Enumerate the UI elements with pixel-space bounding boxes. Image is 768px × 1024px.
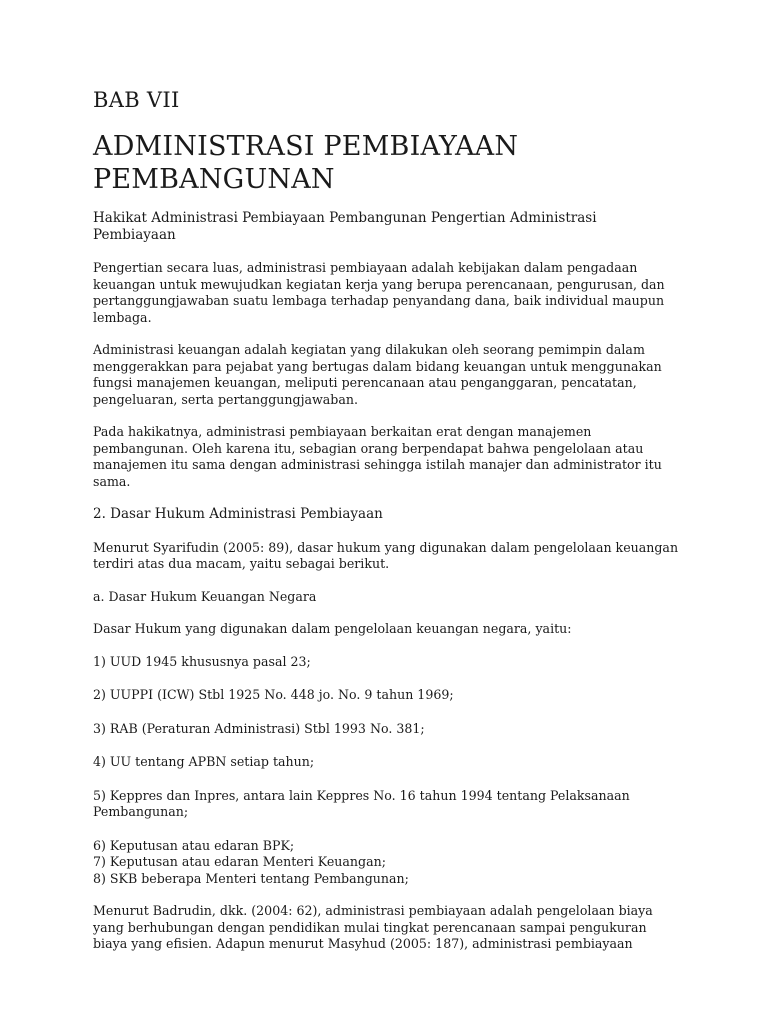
chapter-label: BAB VII <box>93 88 180 112</box>
paragraph: Administrasi keuangan adalah kegiatan yang dilakukan oleh seorang pemimpin dalam menggerakkan para pejabat yang bertugas dalam bidang keuangan untuk menggunakan fungsi manajemen keuangan, meliputi perencanaan atau penganggaran, pencatatan, pengeluaran, serta pertanggungjawaban. <box>93 342 662 407</box>
paragraph: Pengertian secara luas, administrasi pembiayaan adalah kebijakan dalam pengadaan keuangan untuk mewujudkan kegiatan kerja yang berupa perencanaan, pengurusan, dan pertanggungjawaban suatu lembaga terhadap penyandang dana, baik individual maupun lembaga. <box>93 260 665 325</box>
list-item: 5) Keppres dan Inpres, antara lain Keppres No. 16 tahun 1994 tentang Pelaksanaan Pembangunan; <box>93 787 630 819</box>
paragraph: Dasar Hukum yang digunakan dalam pengelolaan keuangan negara, yaitu: <box>93 621 572 636</box>
list-item: 1) UUD 1945 khususnya pasal 23; <box>93 653 311 669</box>
list-item: 2) UUPPI (ICW) Stbl 1925 No. 448 jo. No. 9 tahun 1969; <box>93 687 454 702</box>
page-title: ADMINISTRASI PEMBIAYAAN PEMBANGUNAN <box>93 131 519 195</box>
list-item: 3) RAB (Peraturan Administrasi) Stbl 1993 No. 381; <box>93 720 425 736</box>
paragraph: Menurut Syarifudin (2005: 89), dasar hukum yang digunakan dalam pengelolaan keuangan terdiri atas dua macam, yaitu sebagai berikut. <box>93 539 679 571</box>
list-item: 6) Keputusan atau edaran BPK; <box>93 837 295 853</box>
list-item: 7) Keputusan atau edaran Menteri Keuangan; <box>93 854 386 869</box>
list-item: 4) UU tentang APBN setiap tahun; <box>93 754 315 769</box>
paragraph: Pada hakikatnya, administrasi pembiayaan berkaitan erat dengan manajemen pembangunan. Oleh karena itu, sebagian orang berpendapat bahwa pengelolaan atau manajemen itu sama dengan administrasi sehingga istilah manajer dan administrator itu sama. <box>93 424 662 489</box>
list-item: 8) SKB beberapa Menteri tentang Pembangunan; <box>93 870 409 886</box>
subsection-heading: a. Dasar Hukum Keuangan Negara <box>93 588 317 604</box>
paragraph: Menurut Badrudin, dkk. (2004: 62), administrasi pembiayaan adalah pengelolaan biaya yang berhubungan dengan pendidikan mulai tingkat perencanaan sampai pengukuran biaya yang efisien. Adapun menurut Masyhud (2005: 187), administrasi pembiayaan <box>93 903 653 951</box>
document-body <box>93 210 683 969</box>
section-heading: 2. Dasar Hukum Administrasi Pembiayaan <box>93 506 383 522</box>
section-subtitle: Hakikat Administrasi Pembiayaan Pembangunan Pengertian Administrasi Pembiayaan <box>93 210 597 243</box>
